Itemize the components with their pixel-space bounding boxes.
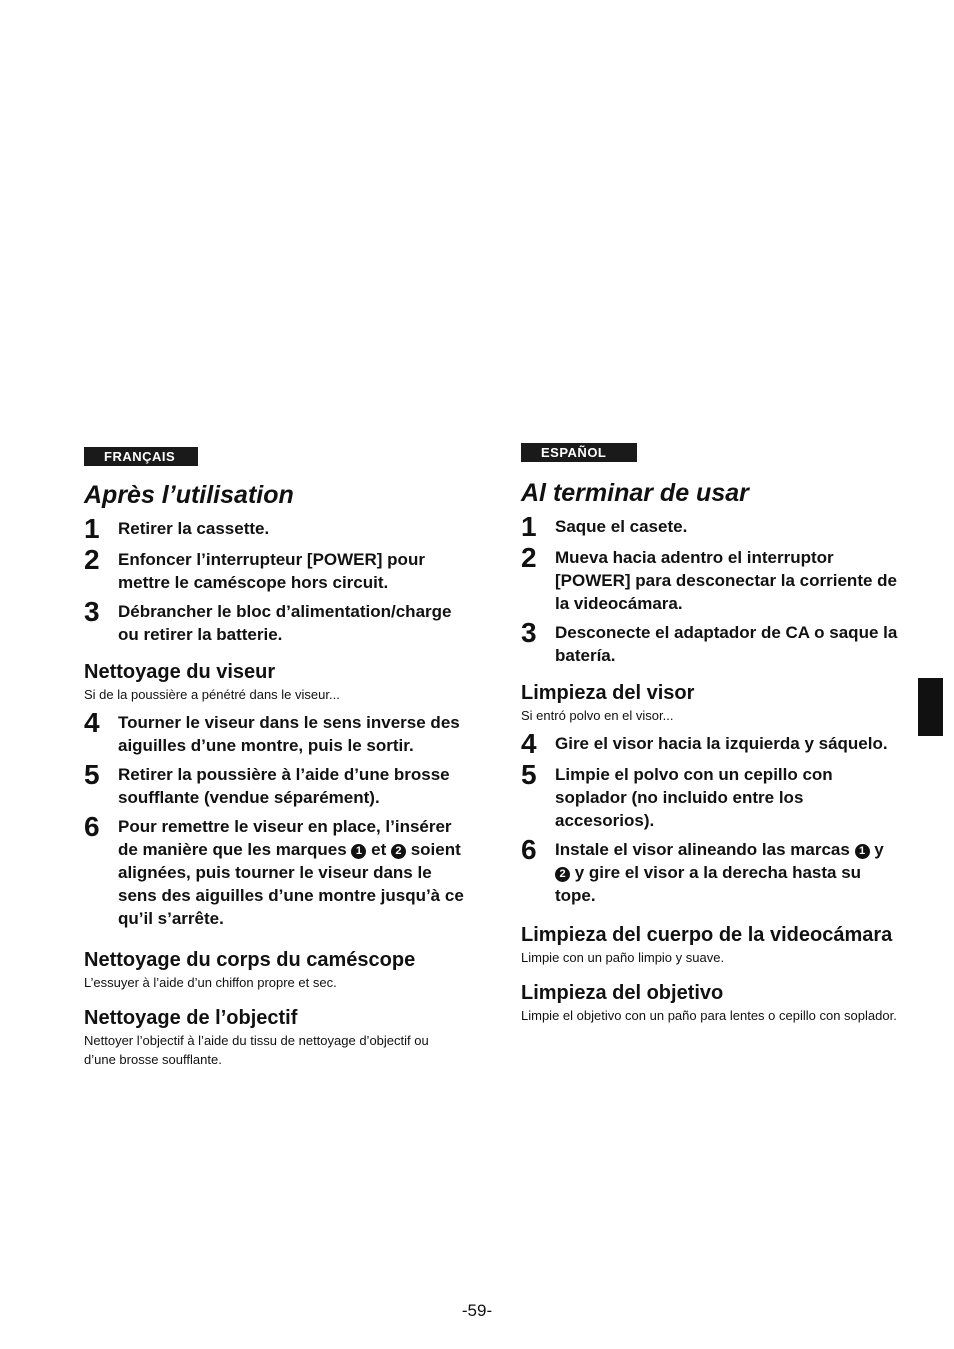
step-number: 6 <box>521 834 537 865</box>
step-number: 3 <box>84 596 100 627</box>
step-2 <box>521 542 901 615</box>
step-text: Retirer la poussière à l’aide d’une brosse soufflante (vendue séparément). <box>118 765 450 807</box>
step-3 <box>84 596 464 646</box>
step-number: 2 <box>521 542 537 573</box>
step-number: 5 <box>84 759 100 790</box>
step-text <box>555 837 901 907</box>
step-text: Retirer la cassette. <box>118 519 270 538</box>
step-text: Débrancher le bloc d’alimentation/charge ou retirer la batterie. <box>118 602 452 644</box>
objetivo-text: Limpie el objetivo con un paño para lentes o cepillo con soplador. <box>521 1008 897 1023</box>
mark-1-icon: 1 <box>855 844 870 859</box>
step-conj: et <box>371 840 387 859</box>
step-text-after: soient alignées, puis tourner le viseur dans le sens des aiguilles d’une montre jusqu’à ce qu’il s’arrête. <box>118 840 464 928</box>
step-text: Desconecte el adaptador de CA o saque la batería. <box>555 623 898 665</box>
step-1 <box>521 511 901 542</box>
spanish-column <box>521 443 901 1031</box>
step-text: Saque el casete. <box>555 517 688 536</box>
step-6 <box>84 811 464 930</box>
objectif-text: Nettoyer l’objectif à l’aide du tissu de nettoyage d’objectif ou d’une brosse soufflante. <box>84 1033 429 1067</box>
mark-1-icon: 1 <box>351 844 366 859</box>
visor-intro: Si entró polvo en el visor... <box>521 708 674 723</box>
step-text-before: Pour remettre le viseur en place, l’insérer de manière que les marques <box>118 817 452 859</box>
cuerpo-heading: Limpieza del cuerpo de la videocámara <box>521 924 893 946</box>
step-text-after: y gire el visor a la derecha hasta su tope. <box>555 863 862 905</box>
step-number: 1 <box>521 511 537 542</box>
step-number: 4 <box>84 707 100 738</box>
step-5 <box>521 759 901 832</box>
step-text <box>118 814 464 930</box>
step-6 <box>521 834 901 907</box>
viseur-heading: Nettoyage du viseur <box>84 661 276 683</box>
step-text: Enfoncer l’interrupteur [POWER] pour mettre le caméscope hors circuit. <box>118 550 425 592</box>
corps-heading: Nettoyage du corps du caméscope <box>84 949 416 971</box>
language-tag-spanish: ESPAÑOL <box>521 443 637 462</box>
step-1 <box>84 513 464 544</box>
step-number: 6 <box>84 811 100 842</box>
side-thumb-tab <box>918 678 943 736</box>
step-number: 1 <box>84 513 100 544</box>
mark-2-icon: 2 <box>555 867 570 882</box>
step-conj: y <box>874 840 884 859</box>
mark-2-icon: 2 <box>391 844 406 859</box>
step-4 <box>521 728 901 759</box>
section-title-spanish: Al terminar de usar <box>521 479 749 507</box>
corps-text: L’essuyer à l’aide d’un chiffon propre et sec. <box>84 975 337 990</box>
french-column <box>84 447 464 1075</box>
objectif-heading: Nettoyage de l’objectif <box>84 1007 298 1029</box>
objetivo-heading: Limpieza del objetivo <box>521 982 724 1004</box>
step-number: 2 <box>84 544 100 575</box>
step-number: 5 <box>521 759 537 790</box>
section-title-french: Après l’utilisation <box>84 481 294 509</box>
step-text-before: Instale el visor alineando las marcas <box>555 840 850 859</box>
step-text: Tourner le viseur dans le sens inverse des aiguilles d’une montre, puis le sortir. <box>118 713 460 755</box>
cuerpo-text: Limpie con un paño limpio y suave. <box>521 950 725 965</box>
step-text: Gire el visor hacia la izquierda y sáquelo. <box>555 734 888 753</box>
step-3 <box>521 617 901 667</box>
step-5 <box>84 759 464 809</box>
visor-heading: Limpieza del visor <box>521 682 695 704</box>
step-text: Mueva hacia adentro el interruptor [POWER] para desconectar la corriente de la videocámara. <box>555 548 897 613</box>
page-number: -59- <box>461 1301 493 1320</box>
step-4 <box>84 707 464 757</box>
viseur-intro: Si de la poussière a pénétré dans le viseur... <box>84 687 340 702</box>
step-text: Limpie el polvo con un cepillo con soplador (no incluido entre los accesorios). <box>555 765 833 830</box>
language-tag-french: FRANÇAIS <box>84 447 198 466</box>
step-2 <box>84 544 464 594</box>
step-number: 3 <box>521 617 537 648</box>
step-number: 4 <box>521 728 537 759</box>
